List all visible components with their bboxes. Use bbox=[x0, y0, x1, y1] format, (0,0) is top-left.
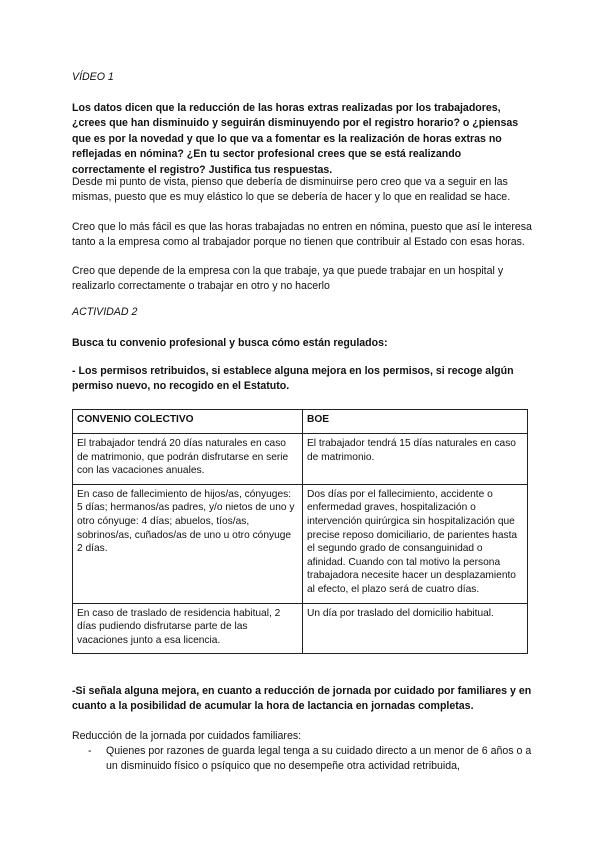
permisos-prompt: - Los permisos retribuidos, si establece alguna mejora en los permisos, si recoge algún permiso nuevo, no recogido en el Estatuto. bbox=[72, 365, 514, 393]
bullet-list bbox=[72, 744, 532, 775]
table-cell: En caso de traslado de residencia habitual, 2 días pudiendo disfrutarse parte de las vacaciones junto a esa licencia. bbox=[73, 603, 303, 654]
answer-paragraph-2: Creo que lo más fácil es que las horas trabajadas no entren en nómina, puesto que así le interesa tanto a la empresa como al trabajador porque no tienen que contribuir al Estado con esas horas. bbox=[72, 221, 532, 249]
list-item bbox=[72, 744, 532, 775]
mejora-prompt: -Si señala alguna mejora, en cuanto a reducción de jornada por cuidado por familiares y en cuanto a la posibilidad de acumular la hora de lactancia en jornadas completas. bbox=[72, 685, 532, 713]
comparison-table bbox=[72, 409, 528, 654]
reduccion-label: Reducción de la jornada por cuidados familiares: bbox=[72, 730, 302, 742]
table-header-row bbox=[73, 410, 528, 434]
table-row bbox=[73, 484, 528, 603]
answer-paragraph-3: Creo que depende de la empresa con la que trabaje, ya que puede trabajar en un hospital y realizarlo correctamente o trabajar en otro y no hacerlo bbox=[72, 265, 504, 293]
question-1: Los datos dicen que la reducción de las horas extras realizadas por los trabajadores, ¿crees que han disminuido y seguirán disminuyendo por el registro horario? o ¿piensas que es por la novedad y que lo que va a fomentar es la realización de horas extras no reflejadas en nómina? ¿En tu sector profesional crees que se está realizando correctamente el registro? Justifica tus respuestas. bbox=[72, 102, 519, 176]
table-cell: En caso de fallecimiento de hijos/as, cónyuges: 5 días; hermanos/as padres, y/o nietos de uno y otro cónyuge: 4 días; abuelos, tíos/as, sobrinos/as, cuñados/as de uno u otro cónyuge 2 días. bbox=[73, 484, 303, 603]
table-header-convenio: CONVENIO COLECTIVO bbox=[73, 410, 303, 434]
table-cell: Un día por traslado del domicilio habitual. bbox=[303, 603, 528, 654]
table-cell: El trabajador tendrá 15 días naturales en caso de matrimonio. bbox=[303, 434, 528, 485]
table-cell: El trabajador tendrá 20 días naturales en caso de matrimonio, que podrán disfrutarse en serie con las vacaciones anuales. bbox=[73, 434, 303, 485]
list-item-text: Quienes por razones de guarda legal tenga a su cuidado directo a un menor de 6 años o a un disminuido físico o psíquico que no desempeñe otra actividad retribuida, bbox=[106, 745, 532, 773]
table-row bbox=[73, 434, 528, 485]
activity-prompt: Busca tu convenio profesional y busca cómo están regulados: bbox=[72, 337, 388, 349]
video-heading: VÍDEO 1 bbox=[72, 71, 114, 83]
table-row bbox=[73, 603, 528, 654]
list-bullet: - bbox=[88, 745, 92, 757]
answer-paragraph-1: Desde mi punto de vista, pienso que debería de disminuirse pero creo que va a seguir en las mismas, puesto que es muy elástico lo que se debería de hacer y lo que en realidad se hace. bbox=[72, 176, 511, 204]
activity-heading: ACTIVIDAD 2 bbox=[72, 306, 138, 318]
table-cell: Dos días por el fallecimiento, accidente o enfermedad graves, hospitalización o intervención quirúrgica sin hospitalización que precise reposo domiciliario, de parientes hasta el segundo grado de consanguinidad o afinidad. Cuando con tal motivo la persona trabajadora necesite hacer un desplazamiento al efecto, el plazo será de cuatro días. bbox=[303, 484, 528, 603]
table-header-boe: BOE bbox=[303, 410, 528, 434]
